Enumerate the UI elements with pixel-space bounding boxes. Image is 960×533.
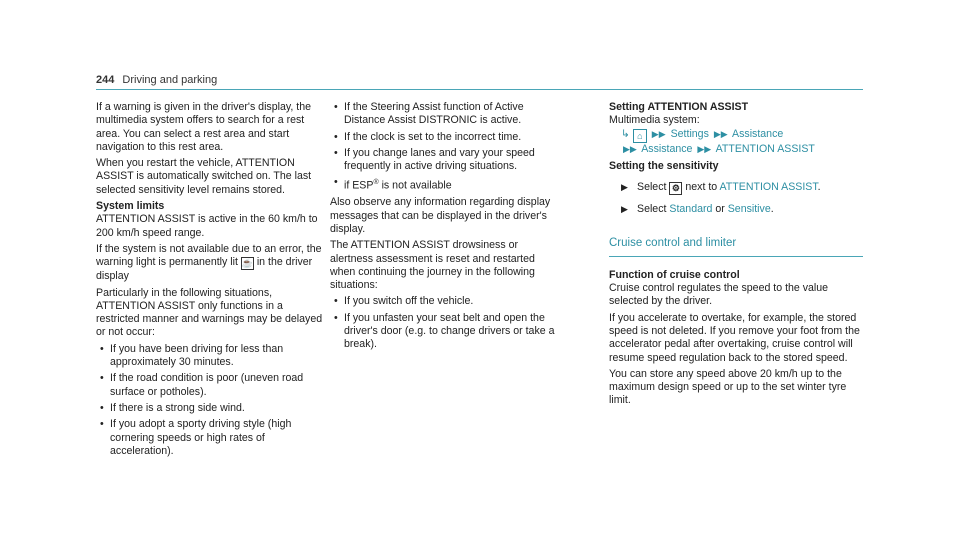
menu-item-attention-assist[interactable]: ATTENTION ASSIST — [715, 142, 815, 155]
section-rule — [609, 256, 863, 257]
menu-path — [609, 143, 863, 156]
bullet-list — [96, 343, 328, 458]
list-item: • If the clock is set to the incorrect time. — [330, 131, 562, 144]
menu-path — [609, 128, 863, 143]
paragraph: The ATTENTION ASSIST drowsiness or alertness assessment is reset and restarted when continuing the journey in the following situations: — [330, 239, 535, 292]
list-item: • If you have been driving for less than approximately 30 minutes. — [96, 343, 328, 370]
list-item: • If you adopt a sporty driving style (high cornering speeds or high rates of acceleration). — [96, 418, 328, 458]
link-attention-assist[interactable]: ATTENTION ASSIST — [719, 181, 818, 194]
option-sensitive[interactable]: Sensitive — [727, 203, 771, 216]
paragraph: If the system is not available due to an error, the warning light is permanently lit ☕ in the driver display — [96, 242, 322, 283]
settings-gear-icon[interactable]: ⚙ — [669, 182, 682, 195]
column-middle — [330, 101, 562, 355]
menu-item-settings[interactable]: Settings — [670, 127, 709, 140]
menu-item-assistance[interactable]: Assistance — [732, 127, 784, 140]
path-arrow-icon: ▶▶ — [697, 143, 712, 154]
paragraph: Cruise control regulates the speed to the value selected by the driver. — [609, 282, 829, 308]
option-standard[interactable]: Standard — [669, 203, 713, 216]
path-arrow-icon: ↳ — [621, 127, 630, 140]
step-arrow-icon: ▶ — [621, 204, 628, 215]
heading-function-cruise-control: Function of cruise control — [609, 268, 740, 281]
list-item: • If you change lanes and vary your speed frequently in active driving situations. — [330, 147, 562, 174]
header-rule — [96, 89, 863, 90]
chapter-title: Driving and parking — [122, 74, 218, 86]
paragraph: If a warning is given in the driver's display, the multimedia system offers to search for a rest area. You can select a rest area and start navigation to this rest area. — [96, 101, 311, 153]
path-arrow-icon: ▶▶ — [651, 128, 666, 139]
paragraph: ATTENTION ASSIST is active in the 60 km/h to 200 km/h speed range. — [96, 213, 318, 239]
section-title: Cruise control and limiter — [609, 237, 737, 250]
paragraph: Particularly in the following situations, ATTENTION ASSIST only functions in a restricted manner and warnings may be delayed or not occur: — [96, 286, 323, 339]
list-item: • If the Steering Assist function of Active Distance Assist DISTRONIC is active. — [330, 101, 562, 128]
paragraph: Multimedia system: — [609, 114, 700, 127]
list-item: • if ESP® is not available — [330, 176, 562, 193]
paragraph: When you restart the vehicle, ATTENTION ASSIST is automatically switched on. The last selected sensitivity level remains stored. — [96, 157, 312, 196]
column-left — [96, 101, 328, 461]
heading-setting-attention-assist: Setting ATTENTION ASSIST — [609, 101, 749, 113]
path-arrow-icon: ▶▶ — [713, 128, 728, 139]
list-item: • If there is a strong side wind. — [96, 402, 328, 415]
step: ▶ Select ⚙ next to ATTENTION ASSIST. — [621, 181, 821, 194]
menu-item-assistance[interactable]: Assistance — [641, 142, 693, 155]
page-header — [96, 74, 217, 86]
list-item: • If the road condition is poor (uneven road surface or potholes). — [96, 372, 328, 399]
step-arrow-icon: ▶ — [621, 182, 628, 193]
page-number: 244 — [96, 74, 115, 86]
column-right — [609, 101, 863, 411]
list-item: • If you unfasten your seat belt and open the driver's door (e.g. to change drivers or take a break). — [330, 312, 562, 352]
list-item: • If you switch off the vehicle. — [330, 295, 562, 308]
home-icon[interactable]: ⌂ — [633, 129, 647, 143]
heading-sensitivity: Setting the sensitivity — [609, 159, 719, 172]
paragraph: You can store any speed above 20 km/h up to the maximum design speed or up to the set winter tyre limit. — [609, 367, 847, 407]
paragraph: If you accelerate to overtake, for example, the stored speed is not deleted. If you remove your foot from the accelerator pedal after overtaking, cruise control will resume speed regulation back to the stored speed. — [609, 311, 860, 364]
bullet-list — [330, 295, 562, 351]
path-arrow-icon: ▶▶ — [623, 143, 637, 154]
paragraph: Also observe any information regarding display messages that can be displayed in the driver's display. — [330, 196, 551, 235]
step: ▶ Select Standard or Sensitive. — [621, 203, 774, 216]
bullet-list — [330, 101, 562, 193]
warning-light-icon: ☕ — [241, 258, 254, 269]
heading-system-limits: System limits — [96, 200, 165, 213]
